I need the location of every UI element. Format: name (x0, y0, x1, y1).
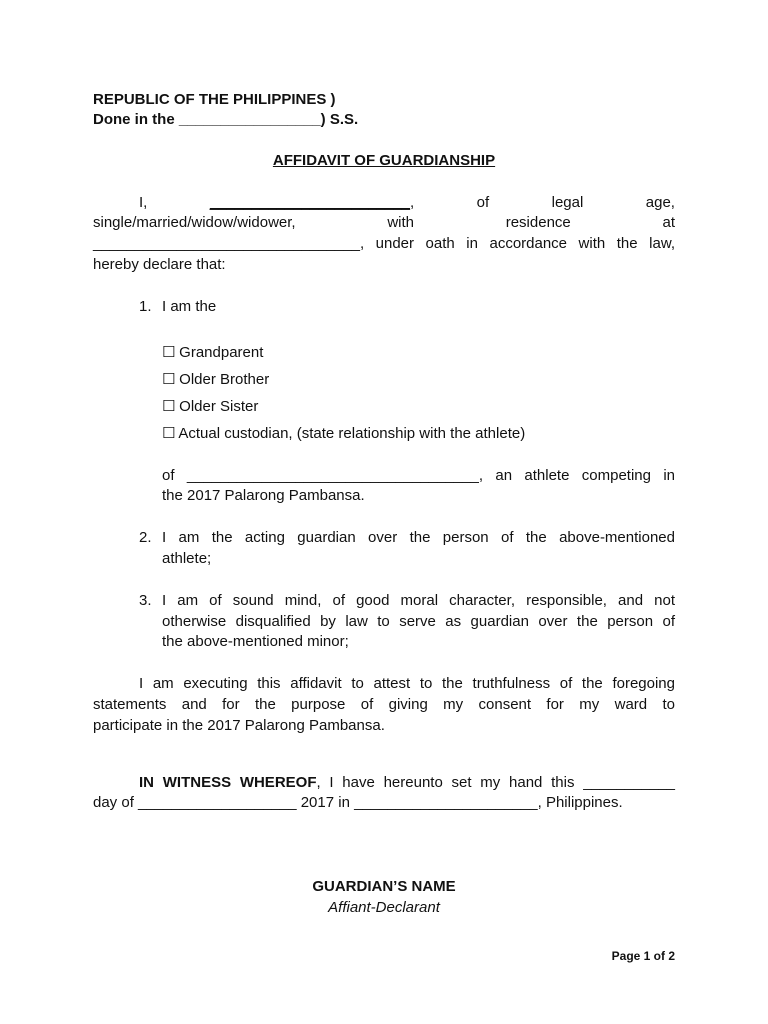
witness-line-2: day of ___________________ 2017 in ______________________, Philippines. (93, 794, 623, 811)
item3-number: 3. (139, 592, 152, 609)
item1-number: 1. (139, 298, 152, 315)
option-label: Actual custodian, (state relationship with the athlete) (178, 425, 526, 442)
option-older-sister[interactable] (162, 397, 258, 418)
affiant-declarant: Affiant-Declarant (328, 899, 440, 916)
item3-line-2: otherwise disqualified by law to serve as guardian over the person of (162, 613, 675, 630)
checkbox-icon[interactable]: ☐ (162, 425, 176, 442)
intro-line-4: hereby declare that: (93, 256, 226, 273)
name-blank: ________________________ (209, 194, 411, 211)
athlete-competition-line: the 2017 Palarong Pambansa. (162, 487, 365, 504)
option-grandparent[interactable] (162, 343, 263, 364)
intro-line-3: ________________________________, under oath in accordance with the law, (93, 235, 675, 252)
witness-heading: IN WITNESS WHEREOF (139, 774, 317, 791)
executing-line-2: statements and for the purpose of giving my consent for my ward to (93, 696, 675, 713)
page-number: Page 1 of 2 (611, 949, 675, 963)
item2-line-2: athlete; (162, 550, 212, 567)
executing-line-3: participate in the 2017 Palarong Pambansa. (93, 717, 385, 734)
guardian-name: GUARDIAN’S NAME (312, 878, 456, 895)
option-label: Older Brother (179, 371, 270, 388)
document-title: AFFIDAVIT OF GUARDIANSHIP (272, 152, 496, 169)
intro-line-2: single/married/widow/widower, with residence at (93, 214, 675, 231)
item2-line-1: I am the acting guardian over the person of the above-mentioned (162, 529, 675, 546)
option-label: Older Sister (179, 398, 259, 415)
item3-line-3: the above-mentioned minor; (162, 633, 349, 650)
option-older-brother[interactable] (162, 370, 269, 391)
header-done-in: Done in the _________________) S.S. (93, 111, 359, 128)
checkbox-icon[interactable]: ☐ (162, 371, 176, 388)
intro-i: I, (139, 194, 148, 211)
checkbox-icon[interactable]: ☐ (162, 344, 176, 361)
header-republic: REPUBLIC OF THE PHILIPPINES ) (93, 91, 336, 108)
executing-line-1: I am executing this affidavit to attest to the truthfulness of the foregoing (139, 675, 675, 692)
checkbox-icon[interactable]: ☐ (162, 398, 176, 415)
intro-line-1: I, ________________________, of legal age, (93, 193, 675, 214)
item1-text: I am the (162, 298, 217, 315)
item3-line-1: I am of sound mind, of good moral character, responsible, and not (162, 592, 675, 609)
option-actual-custodian[interactable] (162, 424, 525, 445)
option-label: Grandparent (179, 344, 264, 361)
witness-line-1: IN WITNESS WHEREOF, I have hereunto set my hand this ___________ (139, 774, 675, 791)
athlete-of-line: of ___________________________________, an athlete competing in (162, 467, 675, 484)
item2-number: 2. (139, 529, 152, 546)
